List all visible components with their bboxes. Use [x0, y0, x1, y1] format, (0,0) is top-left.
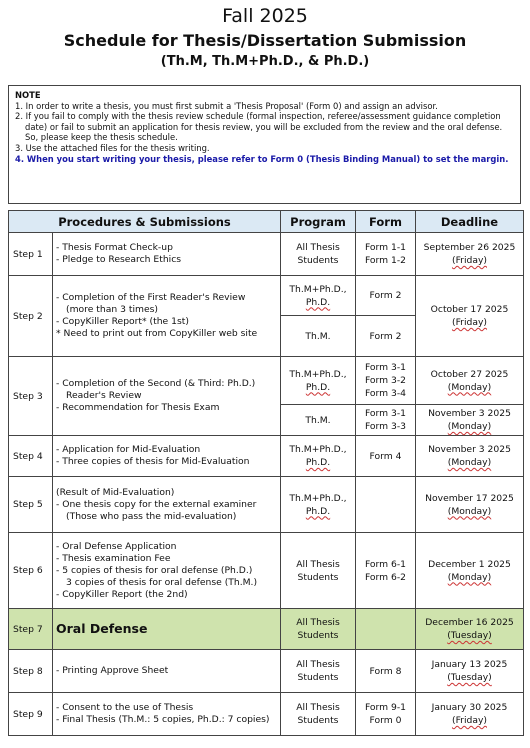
oral-defense-label: Oral Defense: [53, 609, 281, 650]
procedure-line: - One thesis copy for the external examiner: [56, 498, 257, 510]
procedure-line: - Final Thesis (Th.M.: 5 copies, Ph.D.: 7 copies): [56, 714, 270, 725]
form-line: Form 0: [369, 715, 402, 726]
deadline-cell: [416, 650, 524, 693]
deadline-cell: [416, 609, 524, 650]
program-cell: [281, 693, 356, 736]
note-item-1: 1. In order to write a thesis, you must first submit a 'Thesis Proposal' (Form 0) and assign an advisor.: [15, 100, 438, 111]
table-header-row: [9, 211, 524, 233]
procedure-cell: [53, 693, 281, 736]
step-label: Step 1: [9, 233, 53, 276]
procedure-line: - Completion of the First Reader's Review: [56, 292, 246, 303]
procedure-line: (more than 3 times): [66, 304, 158, 315]
program-line: Students: [297, 672, 339, 683]
deadline-day: (Monday): [447, 571, 492, 583]
program-subtitle: (Th.M, Th.M+Ph.D., & Ph.D.): [160, 54, 370, 69]
deadline-date: October 27 2025: [430, 368, 509, 380]
step-label: Step 4: [9, 436, 53, 477]
deadline-cell: [416, 533, 524, 609]
step-label: Step 7: [9, 609, 53, 650]
deadline-day: (Monday): [447, 381, 492, 393]
step-label: Step 5: [9, 477, 53, 533]
deadline-day: (Friday): [451, 317, 487, 328]
deadline-cell: [416, 276, 524, 357]
program-cell: [281, 436, 356, 477]
procedure-line: - Application for Mid-Evaluation: [56, 444, 201, 455]
procedure-cell: [53, 477, 281, 533]
procedure-cell: [53, 233, 281, 276]
form-line: Form 3-3: [364, 421, 407, 432]
procedure-line: Reader's Review: [66, 390, 142, 401]
program-line: Students: [297, 255, 339, 266]
program-line: Students: [297, 715, 339, 726]
procedure-cell: [53, 276, 281, 357]
program-line: Th.M+Ph.D.,: [289, 368, 347, 380]
table-row: [9, 693, 524, 736]
deadline-date: November 17 2025: [425, 492, 514, 504]
form-line: Form 3-4: [364, 388, 407, 399]
procedure-cell: [53, 533, 281, 609]
table-row: [9, 276, 524, 316]
procedure-line: - Recommendation for Thesis Exam: [56, 402, 220, 413]
deadline-cell: [416, 357, 524, 405]
program-line: All Thesis: [296, 558, 340, 570]
table-row: [9, 357, 524, 405]
step-label: Step 2: [9, 276, 53, 357]
procedure-line: - Oral Defense Application: [56, 540, 177, 552]
program-line: Ph.D.: [305, 457, 331, 468]
note-heading: NOTE: [15, 90, 41, 100]
procedure-line: - Printing Approve Sheet: [56, 665, 169, 676]
deadline-date: January 13 2025: [431, 659, 508, 670]
program-line: Th.M+Ph.D.,: [289, 444, 347, 455]
procedure-line: - Thesis examination Fee: [56, 552, 171, 564]
procedure-cell: [53, 357, 281, 436]
deadline-date: January 30 2025: [431, 702, 508, 713]
form-cell: [356, 477, 416, 533]
step-label: Step 3: [9, 357, 53, 436]
form-cell: [356, 405, 416, 436]
program-line: All Thesis: [296, 617, 340, 628]
program-cell: [281, 533, 356, 609]
form-line: Form 1-2: [364, 255, 407, 266]
program-line: Ph.D.: [305, 505, 331, 517]
header-procedures: Procedures & Submissions: [9, 211, 281, 233]
program-line: Students: [297, 571, 339, 583]
table-row: [9, 533, 524, 609]
deadline-date: September 26 2025: [423, 242, 516, 253]
schedule-table: [8, 210, 524, 736]
deadline-day: (Monday): [447, 421, 492, 432]
deadline-cell: [416, 436, 524, 477]
program-cell: [281, 477, 356, 533]
deadline-cell: [416, 233, 524, 276]
form-cell: Form 2: [356, 316, 416, 357]
procedure-line: - Three copies of thesis for Mid-Evaluation: [56, 456, 250, 467]
deadline-date: December 1 2025: [428, 558, 511, 570]
step-label: Step 8: [9, 650, 53, 693]
form-line: Form 3-1: [364, 408, 407, 419]
program-cell: [281, 357, 356, 405]
form-cell: Form 4: [356, 436, 416, 477]
program-line: All Thesis: [296, 242, 340, 253]
form-line: Form 6-1: [364, 558, 407, 570]
procedure-line: - CopyKiller Report* (the 1st): [56, 316, 189, 327]
program-cell: Th.M.: [281, 316, 356, 357]
deadline-date: November 3 2025: [428, 444, 511, 455]
deadline-day: (Monday): [447, 457, 492, 468]
term-title: Fall 2025: [222, 5, 308, 27]
table-row-highlighted: [9, 609, 524, 650]
program-line: All Thesis: [296, 659, 340, 670]
procedure-cell: [53, 650, 281, 693]
header-deadline: Deadline: [416, 211, 524, 233]
note-item-2: 2. If you fail to comply with the thesis review schedule (formal inspection, referee/assessment guidance completion date) or fail to submit an application for thesis review, you will be excluded from the review and the oral defense. So, please keep the thesis schedule.: [15, 111, 503, 143]
procedure-line: (Result of Mid-Evaluation): [56, 486, 175, 498]
deadline-cell: [416, 693, 524, 736]
step-label: Step 9: [9, 693, 53, 736]
form-line: Form 6-2: [364, 571, 407, 583]
form-cell: Form 8: [356, 650, 416, 693]
form-cell: [356, 693, 416, 736]
schedule-title: Schedule for Thesis/Dissertation Submission: [63, 31, 467, 50]
procedure-line: 3 copies of thesis for oral defense (Th.M.): [66, 576, 258, 588]
note-box: [8, 85, 521, 204]
procedure-line: - 5 copies of thesis for oral defense (Ph.D.): [56, 564, 253, 576]
program-cell: [281, 233, 356, 276]
note-item-4: 4. When you start writing your thesis, please refer to Form 0 (Thesis Binding Manual) to set the margin.: [15, 153, 509, 164]
procedure-line: - Thesis Format Check-up: [56, 242, 173, 253]
program-cell: [281, 650, 356, 693]
program-cell: [281, 276, 356, 316]
step-label: Step 6: [9, 533, 53, 609]
deadline-day: (Friday): [451, 715, 487, 726]
header-program: Program: [281, 211, 356, 233]
program-line: Ph.D.: [305, 381, 331, 393]
procedure-line: - CopyKiller Report (the 2nd): [56, 588, 188, 600]
program-cell: [281, 609, 356, 650]
deadline-day: (Tuesday): [447, 672, 492, 683]
program-cell: Th.M.: [281, 405, 356, 436]
form-cell: [356, 609, 416, 650]
deadline-day: (Friday): [451, 255, 487, 266]
program-line: Th.M+Ph.D.,: [289, 283, 347, 295]
procedure-cell: [53, 436, 281, 477]
deadline-date: October 17 2025: [430, 304, 509, 315]
procedure-line: - Consent to the use of Thesis: [56, 702, 194, 713]
form-line: Form 9-1: [364, 702, 407, 713]
form-line: Form 3-2: [364, 375, 407, 386]
form-cell: [356, 357, 416, 405]
deadline-cell: [416, 405, 524, 436]
deadline-day: (Tuesday): [447, 630, 492, 641]
deadline-date: December 16 2025: [425, 617, 514, 628]
form-line: Form 3-1: [364, 362, 407, 373]
deadline-cell: [416, 477, 524, 533]
procedure-line: (Those who pass the mid-evaluation): [66, 510, 237, 522]
procedure-line: * Need to print out from CopyKiller web site: [56, 328, 258, 339]
table-row: [9, 477, 524, 533]
table-row: [9, 233, 524, 276]
form-cell: [356, 533, 416, 609]
form-line: Form 1-1: [364, 242, 407, 253]
program-line: All Thesis: [296, 702, 340, 713]
deadline-day: (Monday): [447, 505, 492, 517]
program-line: Th.M+Ph.D.,: [289, 492, 347, 504]
program-line: Students: [297, 630, 339, 641]
form-cell: [356, 233, 416, 276]
deadline-date: November 3 2025: [428, 408, 511, 419]
table-row: [9, 436, 524, 477]
table-row: [9, 650, 524, 693]
form-cell: Form 2: [356, 276, 416, 316]
procedure-line: - Pledge to Research Ethics: [56, 254, 182, 265]
note-item-3: 3. Use the attached files for the thesis writing.: [15, 142, 210, 153]
procedure-line: - Completion of the Second (& Third: Ph.D.): [56, 378, 256, 389]
program-line: Ph.D.: [305, 296, 331, 308]
header-form: Form: [356, 211, 416, 233]
